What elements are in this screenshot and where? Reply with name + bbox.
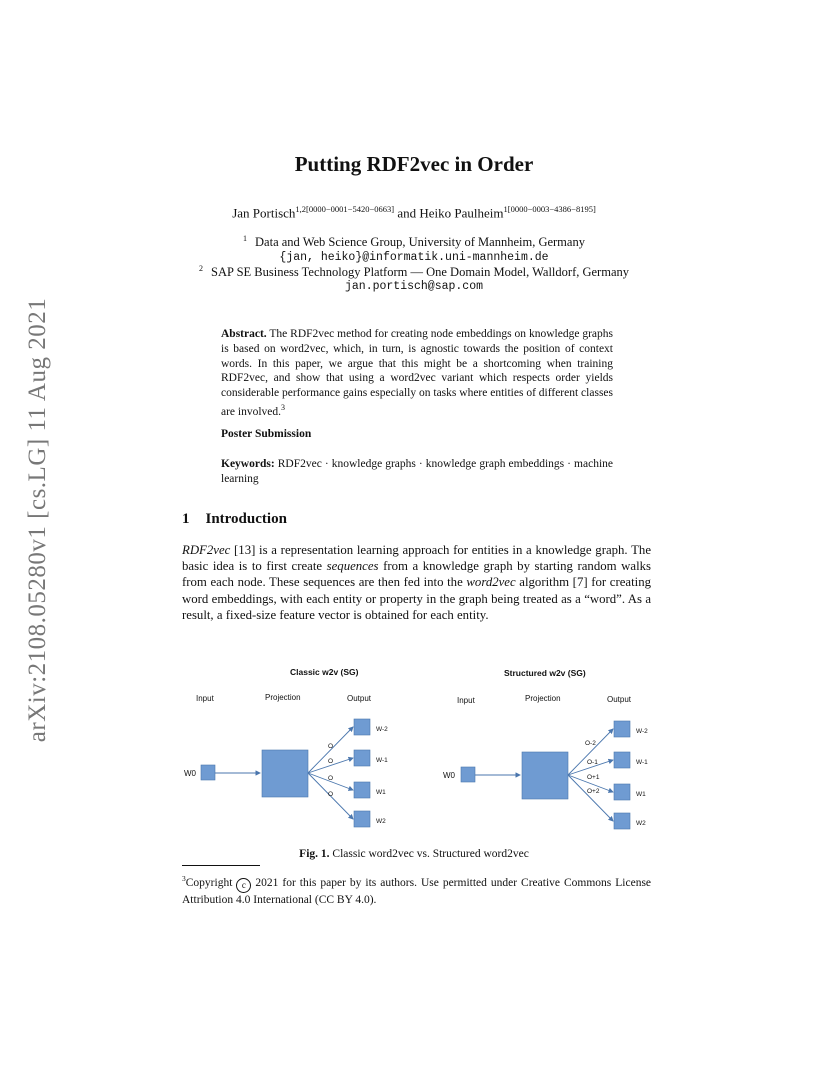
intro-text: from a knowledge graph by starting random walks from each node. These sequences are then fed into the: [182, 559, 651, 590]
affiliation-email: jan.portisch@sap.com: [344, 280, 484, 293]
section-title: Introduction: [205, 511, 287, 527]
input-header: Input: [196, 694, 214, 703]
edge-label: O: [328, 758, 334, 765]
affiliation: [0, 264, 828, 280]
output-box: [354, 782, 370, 798]
output-header: Output: [347, 694, 372, 703]
output-edges: [308, 727, 353, 819]
keywords: [221, 457, 613, 487]
structured-w2v-panel: [443, 668, 648, 829]
edge-label: O: [328, 775, 334, 782]
author-name: Heiko Paulheim: [419, 205, 504, 221]
output-label: W-2: [376, 726, 388, 733]
panel-title: Classic w2v (SG): [290, 667, 359, 677]
projection-box: [262, 750, 308, 797]
projection-header: Projection: [265, 693, 301, 702]
footnote-text: 2021 for this paper by its authors. Use permitted under Creative Commons License Attribution 4.0 International (CC BY 4.0).: [182, 876, 652, 906]
figure-caption: [0, 848, 828, 860]
output-box: [354, 811, 370, 827]
author-superscript: 1[0000−0003−4386−8195]: [503, 204, 596, 214]
output-box: [614, 752, 630, 768]
figure-diagram: [178, 655, 658, 840]
affiliation-email: {jan, heiko}@informatik.uni-mannheim.de: [279, 251, 549, 264]
output-box: [354, 750, 370, 766]
footnote: [182, 871, 651, 908]
output-box: [614, 813, 630, 829]
affiliation-number: 1: [243, 234, 248, 243]
input-word-label: W0: [443, 771, 455, 780]
section-number: 1: [182, 511, 190, 527]
output-label: W-2: [636, 728, 648, 735]
footnote-mark: 3: [281, 402, 286, 412]
footnote-text: Copyright: [185, 876, 233, 889]
output-label: W-1: [376, 757, 388, 764]
classic-w2v-panel: [184, 667, 388, 827]
input-box: [201, 765, 215, 780]
edge-label: O-2: [585, 740, 596, 747]
output-box: [354, 719, 370, 735]
edge-label: O-1: [587, 759, 598, 766]
footnote-number: 3: [182, 874, 186, 883]
output-label: W1: [376, 789, 386, 796]
panel-title: Structured w2v (SG): [504, 668, 586, 678]
author-line: [0, 204, 828, 221]
output-box: [614, 721, 630, 737]
projection-box: [522, 752, 568, 799]
footnote-rule: [182, 865, 260, 866]
affiliation: [0, 234, 828, 250]
copyright-icon: c: [236, 878, 251, 893]
output-arrow: [568, 729, 613, 775]
output-arrow: [308, 727, 353, 773]
intro-text: algorithm [7] for creating word embeddings, with each entity or property in the graph being treated as a “word”. As a result, a fixed-size feature vector is obtained for each entity.: [182, 575, 651, 622]
abstract: [221, 327, 613, 420]
edge-label: O+2: [587, 788, 600, 795]
abstract-label: Abstract.: [221, 328, 267, 340]
term-sequences: sequences: [326, 559, 379, 574]
keywords-label: Keywords:: [221, 458, 275, 470]
arxiv-identifier: arXiv:2108.05280v1 [cs.LG] 11 Aug 2021: [24, 297, 51, 743]
projection-header: Projection: [525, 694, 561, 703]
affiliation-text: Data and Web Science Group, University of Mannheim, Germany: [255, 235, 585, 250]
edge-label: O+1: [587, 774, 600, 781]
output-label: W1: [636, 791, 646, 798]
output-arrow: [568, 775, 613, 821]
edge-label: O: [328, 791, 334, 798]
caption-label: Fig. 1.: [299, 848, 330, 860]
poster-label: Poster Submission: [221, 428, 312, 440]
term-rdf2vec: RDF2vec: [182, 543, 231, 557]
affiliation-number: 2: [199, 264, 203, 273]
paper-title: Putting RDF2vec in Order: [294, 152, 534, 176]
abstract-text: The RDF2vec method for creating node embeddings on knowledge graphs is based on word2vec, which, in turn, is agnostic towards the position of context words. In this paper, we argue that this might be a shortcoming when training RDF2vec, and show that using a word2vec variant which respects order yields considerable performance gains especially on tasks where entities of different classes are involved.: [221, 328, 613, 418]
affiliation-text: SAP SE Business Technology Platform — One Domain Model, Walldorf, Germany: [211, 265, 629, 280]
author-conjunction: and: [397, 205, 417, 221]
input-box: [461, 767, 475, 782]
term-word2vec: word2vec: [466, 575, 516, 590]
output-header: Output: [607, 695, 632, 704]
edge-label: O: [328, 743, 334, 750]
author-name: Jan Portisch: [232, 205, 296, 221]
input-header: Input: [457, 696, 475, 705]
section-heading: [182, 511, 287, 528]
author-superscript: 1,2[0000−0001−5420−0663]: [295, 204, 395, 214]
output-box: [614, 784, 630, 800]
output-label: W2: [376, 818, 386, 825]
keywords-text: RDF2vec · knowledge graphs · knowledge graph embeddings · machine learning: [221, 458, 613, 485]
intro-paragraph: [182, 542, 651, 623]
output-label: W-1: [636, 759, 648, 766]
intro-text: [13] is a representation learning approach for entities in a knowledge graph. The basic idea is to first create: [182, 543, 651, 574]
caption-text: Classic word2vec vs. Structured word2vec: [332, 848, 529, 860]
input-word-label: W0: [184, 769, 196, 778]
output-label: W2: [636, 820, 646, 827]
